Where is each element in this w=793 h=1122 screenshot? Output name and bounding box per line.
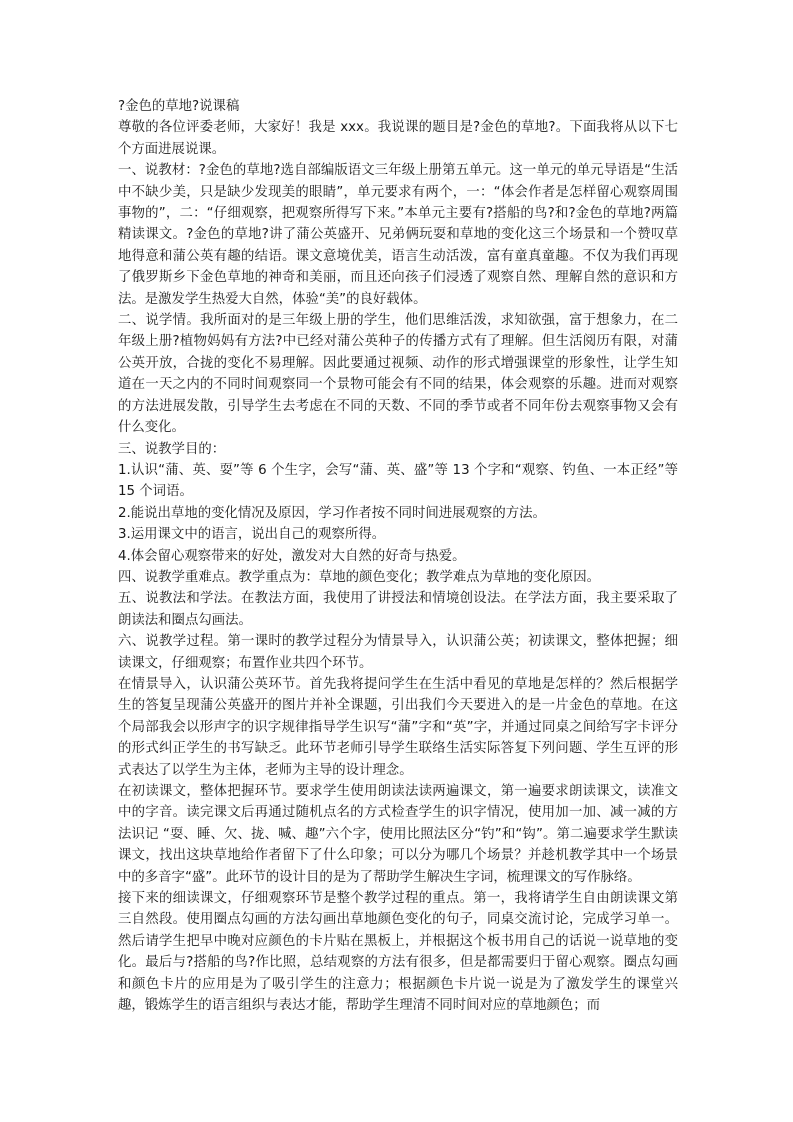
paragraph-scene-intro: 在情景导入，认识蒲公英环节。首先我将提问学生在生活中看见的草地是怎样的？然后根据学生的答复呈现蒲公英盛开的图片并补全课题，引出我们今天要进入的是一片金色的草地。在这个局部我会以形声字的识字规律指导学生识写“蒲”字和“英”字，并通过同桌之间给写字卡评分的形式纠正学生的书写缺乏。此环节老师引导学生联络生活实际答复下列问题、学生互评的形式表达了以学生为主体，老师为主导的设计理念。 [118,676,678,778]
document-title: ?金色的草地?说课稿 [118,99,240,114]
heading-teaching-goals: 三、说教学目的： [118,441,226,457]
goal-item-1: 1.认识“蒲、英、耍”等 6 个生字，会写“蒲、英、盛”等 13 个字和“观察、钓鱼、一本正经”等 15 个词语。 [118,462,678,500]
paragraph-close-reading: 接下来的细读课文，仔细观察环节是整个教学过程的重点。第一，我将请学生自由朗读课文第三自然段。使用圈点勾画的方法勾画出草地颜色变化的句子，同桌交流讨论，完成学习单一。然后请学生把早中晚对应颜色的卡片贴在黑板上，并根据这个板书用自己的话说一说草地的变化。最后与?搭船的鸟?作比照，总结观察的方法有很多，但是都需要归于留心观察。圈点勾画和颜色卡片的应用是为了吸引学生的注意力；根据颜色卡片说一说是为了激发学生的课堂兴趣，锻炼学生的语言组织与表达才能，帮助学生理清不同时间对应的草地颜色；而 [118,891,678,1014]
paragraph-teaching-process: 六、说教学过程。第一课时的教学过程分为情景导入，认识蒲公英；初读课文，整体把握；细读课文，仔细观察；布置作业共四个环节。 [118,634,678,671]
paragraph-methods: 五、说教法和学法。在教法方面，我使用了讲授法和情境创设法。在学法方面，我主要采取了朗读法和圈点勾画法。 [118,591,678,628]
paragraph-key-difficulties: 四、说教学重难点。教学重点为：草地的颜色变化；教学难点为草地的变化原因。 [118,569,601,585]
paragraph-first-reading: 在初读课文，整体把握环节。要求学生使用朗读法读两遍课文，第一遍要求朗读课文，读准文中的字音。读完课文后再通过随机点名的方式检查学生的识字情况，使用加一加、减一减的方法识记 “耍、睡、欠、拢、喊、趣”六个字，使用比照法区分“钓”和“钩”。第二遍要求学生默读课文，找出这块草地给作者留下了什么印象；可以分为哪几个场景？并趁机教学其中一个场景中的多音字“盛”。此环节的设计目的是为了帮助学生解决生字词，梳理课文的写作脉络。 [118,784,678,885]
goal-item-2: 2.能说出草地的变化情况及原因，学习作者按不同时间进展观察的方法。 [118,505,546,521]
document-page [118,96,678,1016]
paragraph-student-analysis: 二、说学情。我所面对的是三年级上册的学生，他们思维活泼，求知欲强，富于想象力，在二年级上册?植物妈妈有方法?中已经对蒲公英种子的传播方式有了理解。但生活阅历有限，对蒲公英开放，合拢的变化不易理解。因此要通过视频、动作的形式增强课堂的形象性，让学生知道在一天之内的不同时间观察同一个景物可能会有不同的结果，体会观察的乐趣。进而对观察的方法进展发散，引导学生去考虑在不同的天数、不同的季节或者不同年份去观察事物又会有什么变化。 [118,313,678,436]
goal-item-4: 4.体会留心观察带来的好处，激发对大自然的好奇与热爱。 [118,548,466,564]
paragraph-teaching-material: 一、说教材：?金色的草地?选自部编版语文三年级上册第五单元。这一单元的单元导语是“生活中不缺少美，只是缺少发现美的眼睛”，单元要求有两个，一：“体会作者是怎样留心观察周围事物的”，二：“仔细观察，把观察所得写下来。”本单元主要有?搭船的鸟?和?金色的草地?两篇精读课文。?金色的草地?讲了蒲公英盛开、兄弟俩玩耍和草地的变化这三个场景和一个赞叹草地得意和蒲公英有趣的结语。课文意境优美，语言生动活泼，富有童真童趣。不仅为我们再现了俄罗斯乡下金色草地的神奇和美丽，而且还向孩子们浸透了观察自然、理解自然的意识和方法。是激发学生热爱大自然，体验“美”的良好载体。 [118,163,678,307]
paragraph-intro: 尊敬的各位评委老师，大家好！我是 xxx。我说课的题目是?金色的草地?。下面我将从以下七个方面进展说课。 [118,120,678,157]
goal-item-3: 3.运用课文中的语言，说出自己的观察所得。 [118,527,386,543]
